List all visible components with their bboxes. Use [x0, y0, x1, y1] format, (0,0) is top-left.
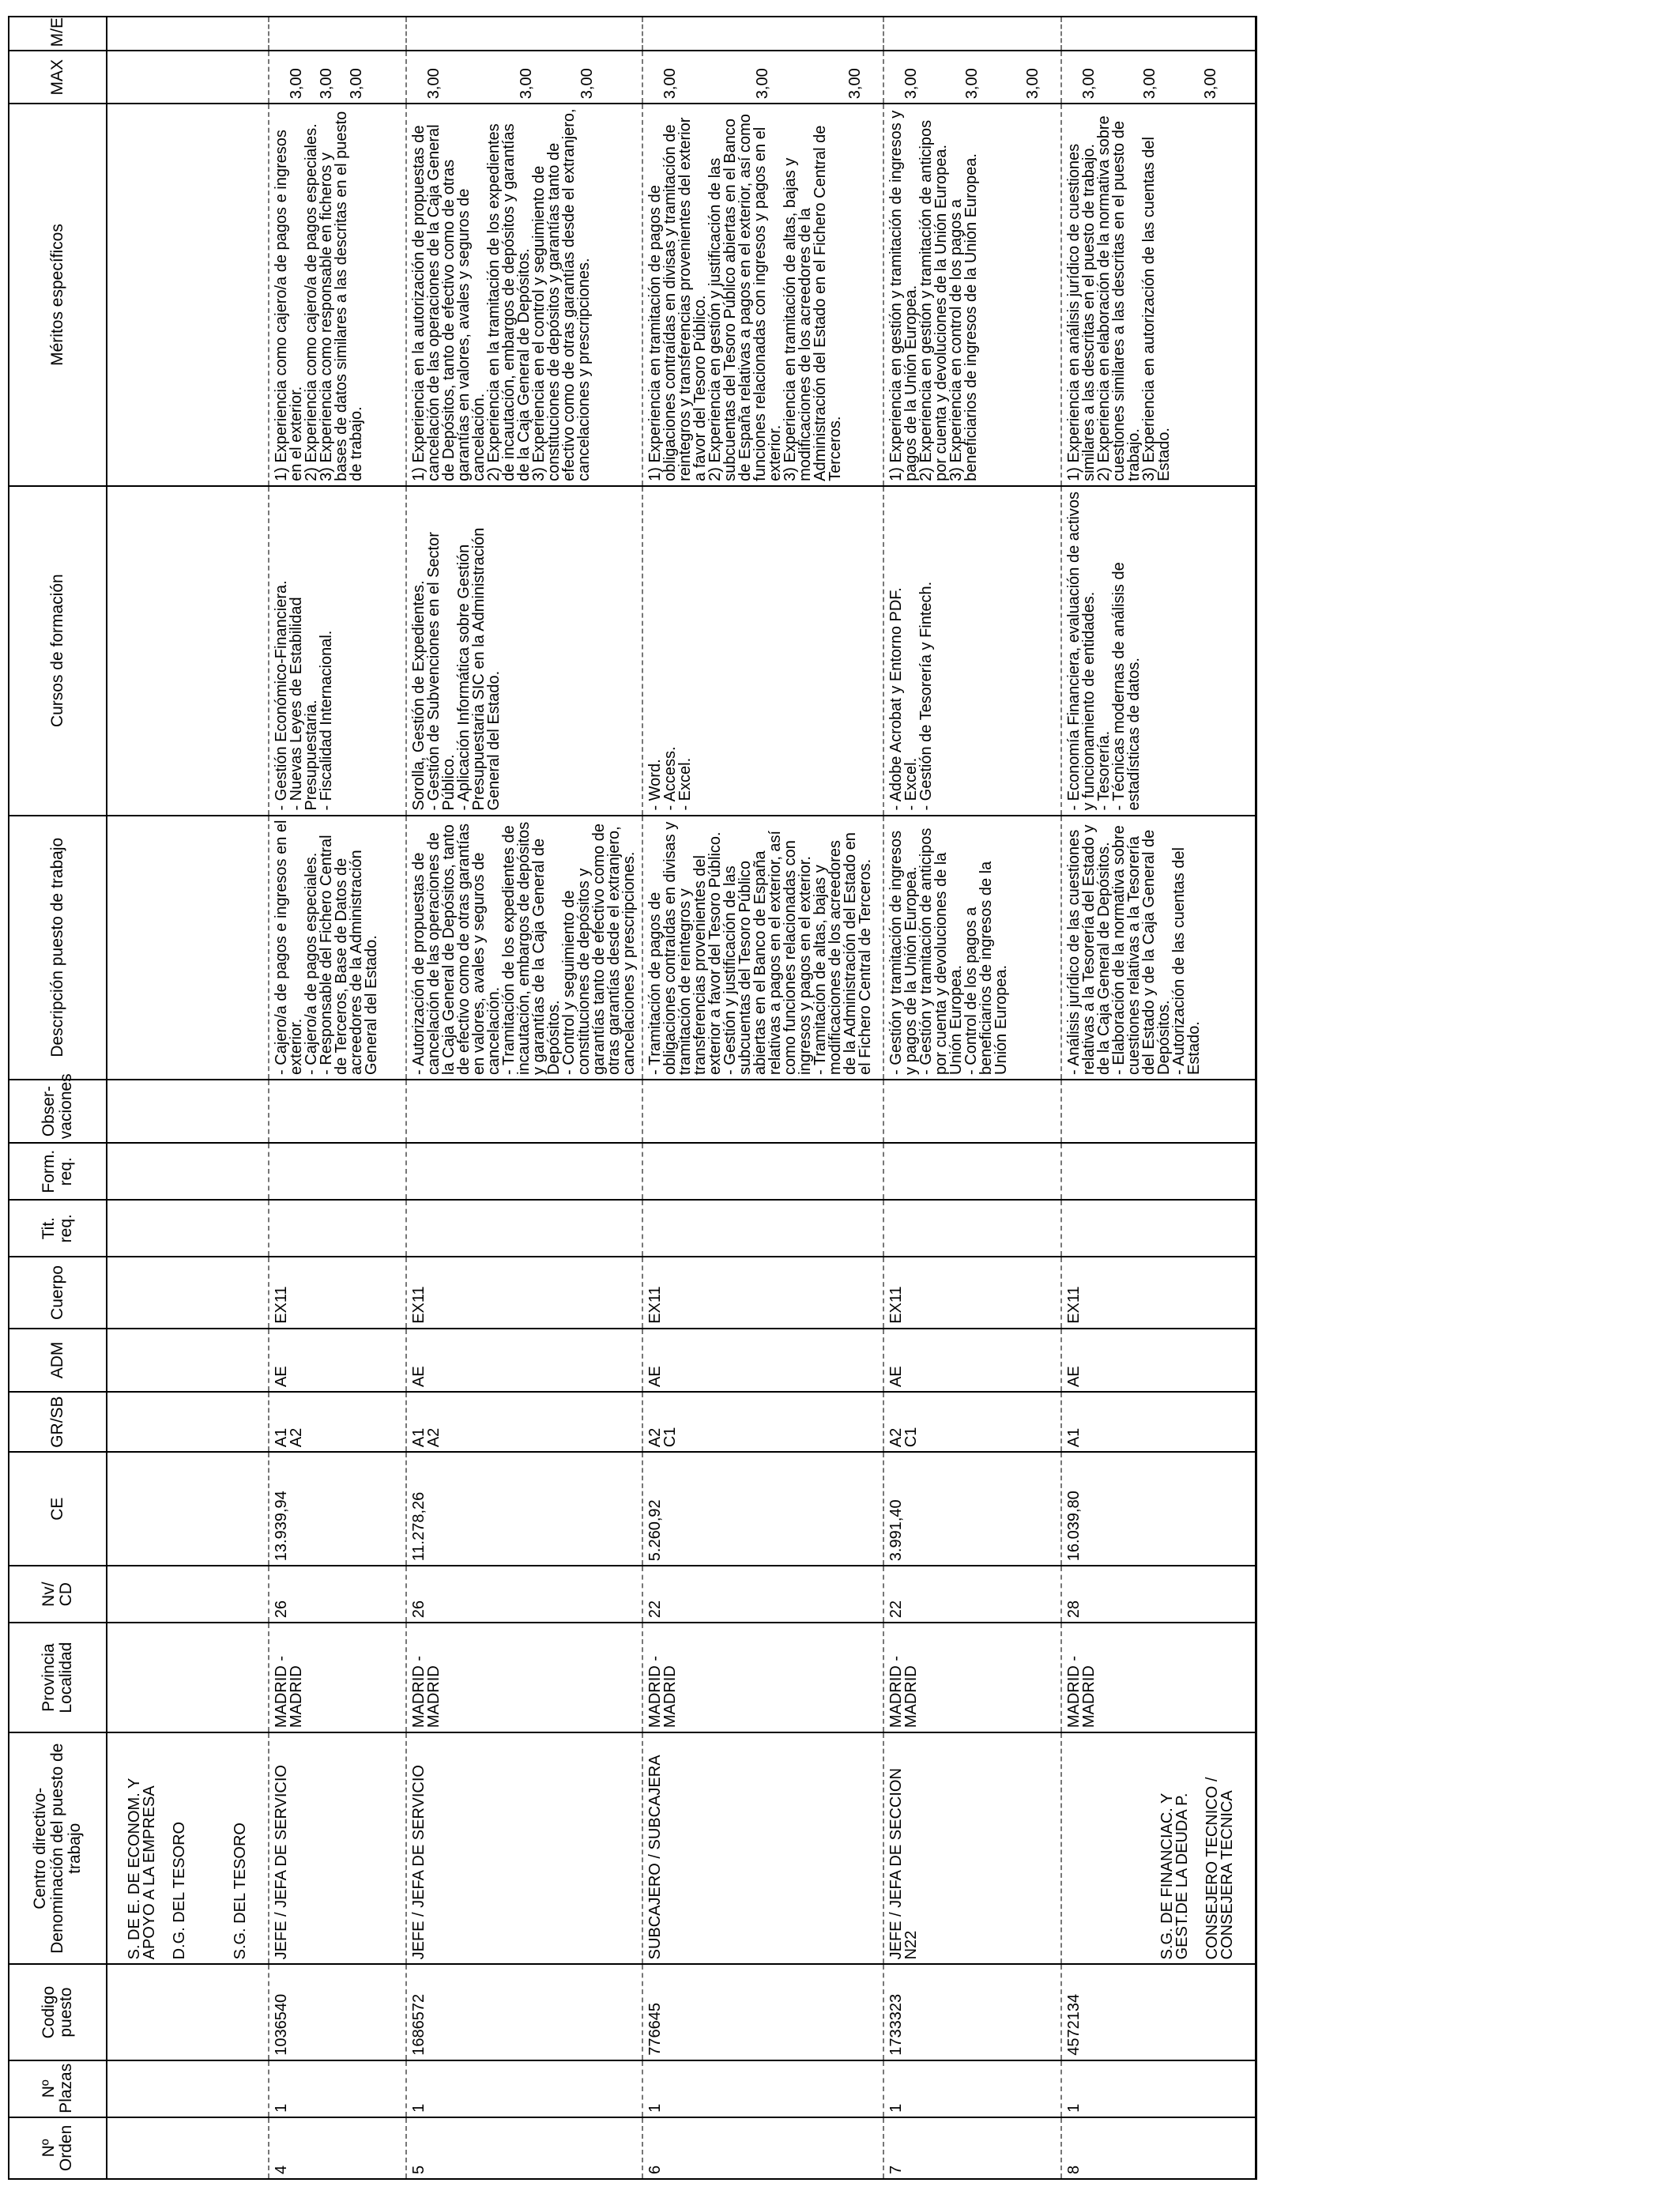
header-cuerpo: Cuerpo [9, 1257, 107, 1329]
cell-provincia: MADRID - MADRID [642, 1623, 883, 1732]
cell-meritos: 1) Experiencia como cajero/a de pagos e ingresos en el exterior. 2) Experiencia como cajero/a de pagos especiales. 3) Experiencia como responsable en ficheros y bases de datos similares a las descritas en el puesto de trabajo. [269, 104, 406, 486]
cell-grupo: A1 A2 [269, 1392, 406, 1452]
max-value: 3,00 [846, 68, 864, 100]
cell-cuerpo: EX11 [406, 1257, 642, 1329]
cell-me [269, 17, 406, 51]
cell-titulacion [406, 1200, 642, 1257]
cell-max [1061, 51, 1256, 104]
cell-plazas: 1 [269, 2060, 406, 2117]
cell-adm: AE [1061, 1329, 1256, 1392]
max-value: 3,00 [518, 68, 535, 100]
table-row [642, 17, 883, 2179]
cell-meritos: 1) Experiencia en la autorización de propuestas de cancelación de las operaciones de la Caja General de Depósitos, tanto de efectivo como de otras garantías en valores, avales y seguros de cancelación. 2) Experiencia en la tramitación de los expedientes de incautación, embargos de depósitos y garantías de la Caja General de Depósitos. 3) Experiencia en el control y seguimiento de constituciones de depósitos y garantías tanto de efectivo como de otras garantías desde el extranjero, cancelaciones y prescripciones. [406, 104, 642, 486]
header-meritos: Méritos específicos [9, 104, 107, 486]
cell-me [1061, 17, 1256, 51]
table-row [406, 17, 642, 2179]
cell-codigo: 1036540 [269, 1964, 406, 2060]
cell-ce: 5.260,92 [642, 1452, 883, 1566]
header-grupo: GR/SB [9, 1392, 107, 1452]
cell-codigo: 4572134 [1061, 1964, 1256, 2060]
unit-subdireccion: S.G. DEL TESORO [232, 1823, 249, 1960]
cell-orden: 7 [883, 2117, 1061, 2179]
cell-plazas: 1 [406, 2060, 642, 2117]
unit-row [107, 17, 269, 2179]
cell-me [883, 17, 1061, 51]
cell-grupo: A2 C1 [642, 1392, 883, 1452]
cell-nivel: 26 [406, 1566, 642, 1623]
header-max: MAX [9, 51, 107, 104]
max-value: 3,00 [425, 68, 443, 100]
cell-descripcion: - Gestión y tramitación de ingresos y pagos de la Unión Europea. - Gestión y tramitación de anticipos por cuenta y devoluciones de la Unión Europea. - Control de los pagos a beneficiarios de ingresos de la Unión Europea. [883, 816, 1061, 1080]
unit-secretaria: S. DE E. DE ECONOM. Y APOYO A LA EMPRESA [126, 1778, 158, 1960]
cell-ce: 3.991,40 [883, 1452, 1061, 1566]
cell-orden: 8 [1061, 2117, 1256, 2179]
cell-centro: JEFE / JEFA DE SECCION N22 [883, 1732, 1061, 1964]
cell-provincia: MADRID - MADRID [1061, 1623, 1256, 1732]
cell-adm: AE [883, 1329, 1061, 1392]
cell-observaciones [406, 1080, 642, 1143]
cell-ce: 11.278,26 [406, 1452, 642, 1566]
cell-adm: AE [269, 1329, 406, 1392]
cell-centro: JEFE / JEFA DE SERVICIO [269, 1732, 406, 1964]
cell-orden: 5 [406, 2117, 642, 2179]
cell-adm: AE [642, 1329, 883, 1392]
max-value: 3,00 [902, 68, 920, 100]
cell-centro: JEFE / JEFA DE SERVICIO [406, 1732, 642, 1964]
cell-cursos: - Word. - Access. - Excel. [642, 486, 883, 816]
header-codigo: Codigo puesto [9, 1964, 107, 2060]
max-value: 3,00 [288, 68, 305, 100]
header-descripcion: Descripción puesto de trabajo [9, 816, 107, 1080]
cell-max [883, 51, 1061, 104]
cell-ce: 16.039,80 [1061, 1452, 1256, 1566]
cell-nivel: 22 [642, 1566, 883, 1623]
cell-me [406, 17, 642, 51]
cell-grupo: A2 C1 [883, 1392, 1061, 1452]
header-me: M/E [9, 17, 107, 51]
cell-max [642, 51, 883, 104]
max-value: 3,00 [348, 68, 365, 100]
cell-titulacion [883, 1200, 1061, 1257]
cell-descripcion: - Cajero/a de pagos e ingresos en el exterior. - Cajero/a de pagos especiales. - Responsable del Fichero Central de Terceros, Base de Datos de acreedores de la Administración General del Estado. [269, 816, 406, 1080]
cell-centro: SUBCAJERO / SUBCAJERA [642, 1732, 883, 1964]
cell-orden: 4 [269, 2117, 406, 2179]
cell-titulacion [269, 1200, 406, 1257]
max-value: 3,00 [754, 68, 771, 100]
header-adm: ADM [9, 1329, 107, 1392]
cell-max [406, 51, 642, 104]
header-plazas: Nº Plazas [9, 2060, 107, 2117]
cell-provincia: MADRID - MADRID [883, 1623, 1061, 1732]
cell-titulacion [642, 1200, 883, 1257]
cell-adm: AE [406, 1329, 642, 1392]
job-positions-table [8, 16, 1257, 2180]
cell-codigo: 1686572 [406, 1964, 642, 2060]
header-nivel: Nv/ CD [9, 1566, 107, 1623]
header-orden: Nº Orden [9, 2117, 107, 2179]
cell-provincia: MADRID - MADRID [269, 1623, 406, 1732]
cell-orden: 6 [642, 2117, 883, 2179]
max-value: 3,00 [661, 68, 679, 100]
cell-observaciones [642, 1080, 883, 1143]
max-value: 3,00 [963, 68, 981, 100]
cell-meritos: 1) Experiencia en gestión y tramitación de ingresos y pagos de la Unión Europea. 2) Experiencia en gestión y tramitación de anticipos por cuenta y devoluciones de la Unión Europea. 3) Experiencia en control de los pagos a beneficiarios de ingresos de la Unión Europea. [883, 104, 1061, 486]
max-value: 3,00 [1024, 68, 1042, 100]
cell-cursos: Sorolla, Gestión de Expedientes. - Gestión de Subvenciones en el Sector Público. - Aplicación Informática sobre Gestión Presupuestaria SIC en la Administración General del Estado. [406, 486, 642, 816]
max-value: 3,00 [578, 68, 596, 100]
cell-titulacion [1061, 1200, 1256, 1257]
cell-me [642, 17, 883, 51]
max-value: 3,00 [1202, 68, 1219, 100]
cell-formacion [883, 1143, 1061, 1200]
cell-nivel: 26 [269, 1566, 406, 1623]
cell-plazas: 1 [1061, 2060, 1256, 2117]
position-name: CONSEJERO TECNICO / CONSEJERA TECNICA [1203, 1777, 1236, 1960]
cell-descripcion: - Autorización de propuestas de cancelación de las operaciones de la Caja General de Depósitos, tanto de efectivo como de otras garantías en valores, avales y seguros de cancelación. - Tramitación de los expedientes de incautación, embargos de depósitos y garantías de la Caja General de Depósitos. - Control y seguimiento de constituciones de depósitos y garantías tanto de efectivo como de otras garantías desde el extranjero, cancelaciones y prescripciones. [406, 816, 642, 1080]
header-provincia: Provincia Localidad [9, 1623, 107, 1732]
cell-observaciones [1061, 1080, 1256, 1143]
cell-max [269, 51, 406, 104]
table-row [1061, 17, 1256, 2179]
cell-codigo: 776645 [642, 1964, 883, 2060]
table-row [269, 17, 406, 2179]
table-header-row [9, 17, 107, 2179]
cell-observaciones [883, 1080, 1061, 1143]
unit-cell [107, 1732, 269, 1964]
max-value: 3,00 [318, 68, 335, 100]
unit-subdireccion: S.G. DE FINANCIAC. Y GEST.DE LA DEUDA P. [1158, 1793, 1191, 1960]
cell-meritos: 1) Experiencia en análisis jurídico de cuestiones similares a las descritas en el puesto de trabajo. 2) Experiencia en elaboración de la normativa sobre cuestiones similares a las descritas en el puesto de trabajo. 3) Experiencia en autorización de las cuentas del Estado. [1061, 104, 1256, 486]
cell-cursos: - Economía Financiera, evaluación de activos y funcionamiento de entidades. - Tesorería. - Técnicas modernas de análisis de estadísticas de datos. [1061, 486, 1256, 816]
header-centro: Centro directivo- Denominación del puesto de trabajo [9, 1732, 107, 1964]
cell-codigo: 1733323 [883, 1964, 1061, 2060]
header-titulacion: Tit. req. [9, 1200, 107, 1257]
cell-cuerpo: EX11 [883, 1257, 1061, 1329]
cell-centro [1061, 1732, 1256, 1964]
cell-formacion [642, 1143, 883, 1200]
cell-cursos: - Adobe Acrobat y Entorno PDF. - Excel. - Gestión de Tesorería y Fintech. [883, 486, 1061, 816]
cell-cuerpo: EX11 [642, 1257, 883, 1329]
cell-cuerpo: EX11 [269, 1257, 406, 1329]
header-ce: CE [9, 1452, 107, 1566]
cell-nivel: 28 [1061, 1566, 1256, 1623]
cell-cuerpo: EX11 [1061, 1257, 1256, 1329]
cell-cursos: - Gestión Económico-Financiera. - Nuevas Leyes de Estabilidad Presupuestaria. - Fiscalidad Internacional. [269, 486, 406, 816]
cell-formacion [269, 1143, 406, 1200]
cell-grupo: A1 A2 [406, 1392, 642, 1452]
cell-grupo: A1 [1061, 1392, 1256, 1452]
cell-descripcion: - Análisis jurídico de las cuestiones relativas a la Tesorería del Estado y de la Caja General de Depósitos. - Elaboración de la normativa sobre cuestiones relativas a la Tesorería del Estado y de la Caja General de Depósitos. - Autorización de las cuentas del Estado. [1061, 816, 1256, 1080]
cell-plazas: 1 [883, 2060, 1061, 2117]
cell-nivel: 22 [883, 1566, 1061, 1623]
cell-formacion [1061, 1143, 1256, 1200]
unit-direccion: D.G. DEL TESORO [171, 1821, 188, 1960]
cell-plazas: 1 [642, 2060, 883, 2117]
cell-observaciones [269, 1080, 406, 1143]
max-value: 3,00 [1141, 68, 1158, 100]
max-value: 3,00 [1080, 68, 1098, 100]
cell-meritos: 1) Experiencia en tramitación de pagos de obligaciones contraídas en divisas y tramitación de reintegros y transferencias provenientes del exterior a favor del Tesoro Público. 2) Experiencia en gestión y justificación de las subcuentas del Tesoro Público abiertas en el Banco de España relativas a pagos en el exterior, así como funciones relacionadas con ingresos y pagos en el exterior. 3) Experiencia en tramitación de altas, bajas y modificaciones de los acreedores de la Administración del Estado en el Fichero Central de Terceros. [642, 104, 883, 486]
cell-descripcion: - Tramitación de pagos de obligaciones contraídas en divisas y tramitación de reintegros y transferencias provenientes del exterior a favor del Tesoro Público. - Gestión y justificación de las subcuentas del Tesoro Público abiertas en el Banco de España relativas a pagos en el exterior, así como funciones relacionadas con ingresos y pagos en el exterior. - Tramitación de altas, bajas y modificaciones de los acreedores de la Administración del Estado en el Fichero Central de Terceros. [642, 816, 883, 1080]
table-row [883, 17, 1061, 2179]
cell-ce: 13.939,94 [269, 1452, 406, 1566]
cell-formacion [406, 1143, 642, 1200]
header-observaciones: Obser- vaciones [9, 1080, 107, 1143]
cell-provincia: MADRID - MADRID [406, 1623, 642, 1732]
header-formacion: Form. req. [9, 1143, 107, 1200]
header-cursos: Cursos de formación [9, 486, 107, 816]
